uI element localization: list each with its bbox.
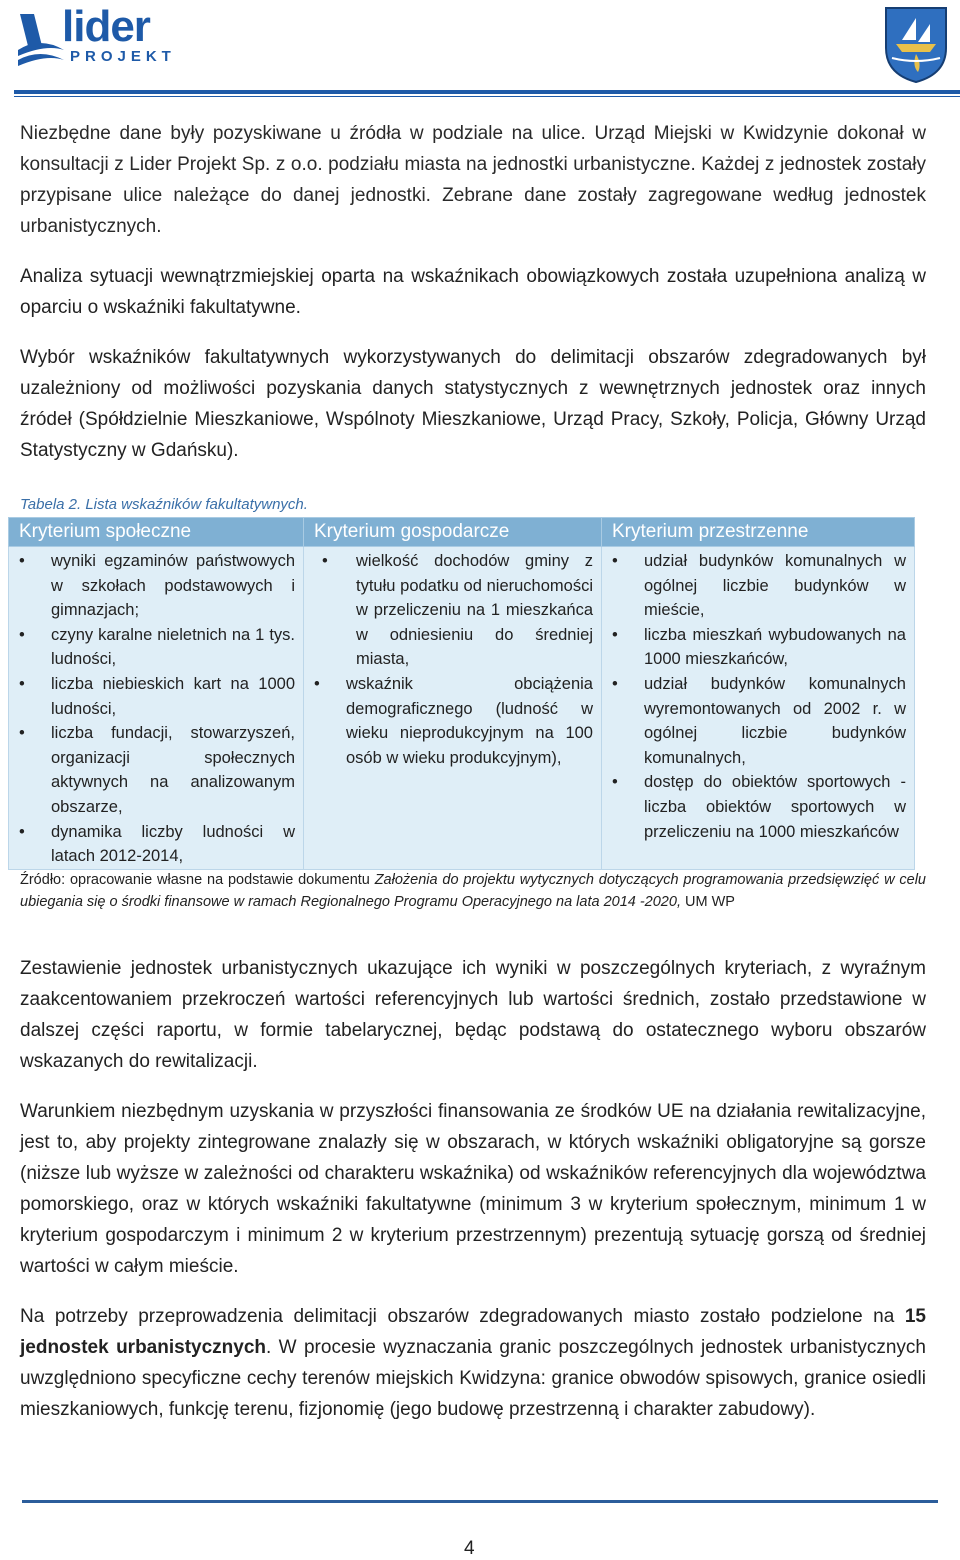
header-economic-criterion: Kryterium gospodarcze	[304, 518, 602, 547]
list-item: • wyniki egzaminów państwowych w szkołach podstawowych i gimnazjach;	[15, 549, 295, 623]
bullet-icon: •	[19, 625, 25, 644]
paragraph-funding-condition: Warunkiem niezbędnym uzyskania w przyszłości finansowania ze środków UE na działania rewitalizacyjne, jest to, aby projekty zintegrowane znalazły się w obszarach, w których wskaźniki obligatoryjne są gorsze (niższe lub wyższe w zależności od charakteru wskaźnika) od wskaźników referencyjnych dla województwa pomorskiego, oraz w których wskaźniki fakultatywne (minimum 3 w kryterium społecznym, minimum 1 w kryterium gospodarczym i minimum 2 w kryterium przestrzennym) prezentują sytuację gorszą od średniej wartości w całym mieście.	[20, 1101, 926, 1277]
list-item: • udział budynków komunalnych w ogólnej liczbie budynków w mieście,	[608, 549, 906, 623]
page-number: 4	[464, 1538, 475, 1559]
bullet-icon: •	[314, 674, 320, 693]
bullet-icon: •	[19, 822, 25, 841]
list-item: • udział budynków komunalnych wyremontowanych od 2002 r. w ogólnej liczbie budynków komunalnych,	[608, 672, 906, 770]
bullet-icon: •	[612, 773, 618, 792]
spatial-indicator-list	[608, 549, 906, 844]
urban-units-count: 15 jednostek urbanistycznych	[20, 1306, 926, 1358]
bullet-icon: •	[19, 674, 25, 693]
list-item: • liczba niebieskich kart na 1000 ludności,	[15, 672, 295, 721]
source-document-title: Założenia do projektu wytycznych dotyczących programowania przedsięwzięć w celu ubiegania się o środki finansowe w ramach Regionalnego Programu Operacyjnego na lata 2014 -2020,	[20, 872, 926, 910]
economic-criterion-cell	[304, 547, 602, 870]
header-rule-thin	[14, 96, 960, 97]
bullet-icon: •	[19, 724, 25, 743]
paragraph-data-sources: Niezbędne dane były pozyskiwane u źródła w podziale na ulice. Urząd Miejski w Kwidzynie dokonał w konsultacji z Lider Projekt Sp. z o.o. podziału miasta na jednostki urbanistyczne. Każdej z jednostek zostały przypisane ulice należące do danej jednostki. Zebrane dane zostały zagregowane według jednostek urbanistycznych.	[20, 123, 926, 237]
bullet-icon: •	[19, 552, 25, 570]
economic-indicator-list	[310, 549, 593, 770]
list-item: • wskaźnik obciążenia demograficznego (ludność w wieku nieprodukcyjnym na 100 osób w wieku produkcyjnym),	[310, 672, 593, 770]
bullet-icon: •	[612, 674, 618, 693]
list-item: • wielkość dochodów gminy z tytułu podatku od nieruchomości w przeliczeniu na 1 mieszkańca w odniesieniu do średniej miasta,	[310, 549, 593, 672]
header-rule	[14, 90, 960, 94]
list-item: • dynamika liczby ludności w latach 2012-2014,	[15, 820, 295, 869]
optional-indicators-table	[8, 517, 915, 870]
paragraph-summary: Zestawienie jednostek urbanistycznych ukazujące ich wyniki w poszczególnych kryteriach, z wyraźnym zaakcentowaniem przekroczeń wartości referencyjnych lub wartości średnich, zostało przedstawione w dalszej części raportu, w formie tabelarycznej, będąc podstawą do ostatecznego wyboru obszarów wskazanych do rewitalizacji.	[20, 958, 926, 1072]
table-caption: Tabela 2. Lista wskaźników fakultatywnych.	[20, 496, 308, 513]
city-coat-of-arms-icon	[882, 4, 950, 84]
footer-rule	[22, 1500, 938, 1503]
source-suffix: UM WP	[680, 894, 735, 910]
list-item: • czyny karalne nieletnich na 1 tys. ludności,	[15, 623, 295, 672]
bullet-icon: •	[322, 552, 328, 570]
list-item: • dostęp do obiektów sportowych - liczba obiektów sportowych w przeliczeniu na 1000 mieszkańców	[608, 770, 906, 844]
paragraph-indicator-selection: Wybór wskaźników fakultatywnych wykorzystywanych do delimitacji obszarów zdegradowanych był uzależniony od możliwości pozyskania danych statystycznych z wewnętrznych jednostek oraz innych źródeł (Spółdzielnie Mieszkaniowe, Wspólnoty Mieszkaniowe, Urząd Pracy, Szkoły, Policja, Główny Urząd Statystyczny w Gdańsku).	[20, 347, 926, 461]
table-header-row	[9, 518, 915, 547]
lider-projekt-logo	[16, 2, 186, 68]
bullet-icon: •	[612, 625, 618, 644]
paragraph-analysis: Analiza sytuacji wewnątrzmiejskiej oparta na wskaźnikach obowiązkowych została uzupełniona analizą w oparciu o wskaźniki fakultatywne.	[20, 266, 926, 318]
social-indicator-list	[15, 549, 295, 869]
spatial-criterion-cell	[602, 547, 915, 870]
lider-logo-mark-icon	[16, 6, 66, 68]
source-prefix: Źródło: opracowanie własne na podstawie dokumentu	[20, 872, 375, 888]
logo-subtitle: PROJEKT	[70, 48, 176, 65]
table-source-note	[20, 869, 926, 913]
header-social-criterion: Kryterium społeczne	[9, 518, 304, 547]
header-spatial-criterion: Kryterium przestrzenne	[602, 518, 915, 547]
bullet-icon: •	[612, 552, 618, 570]
logo-wordmark: lider	[62, 2, 150, 51]
table-row	[9, 547, 915, 870]
paragraph-urban-units: Na potrzeby przeprowadzenia delimitacji obszarów zdegradowanych miasto zostało podzielone na 15 jednostek urbanistycznych. W procesie wyznaczania granic poszczególnych jednostek urbanistycznych uwzględniono specyficzne cechy terenów miejskich Kwidzyna: granice obwodów spisowych, granice osiedli mieszkaniowych, funkcję terenu, fizjonomię (jego budowę przestrzenną i charakter zabudowy).	[20, 1306, 926, 1420]
social-criterion-cell	[9, 547, 304, 870]
list-item: • liczba mieszkań wybudowanych na 1000 mieszkańców,	[608, 623, 906, 672]
list-item: • liczba fundacji, stowarzyszeń, organizacji społecznych aktywnych na analizowanym obszarze,	[15, 721, 295, 819]
